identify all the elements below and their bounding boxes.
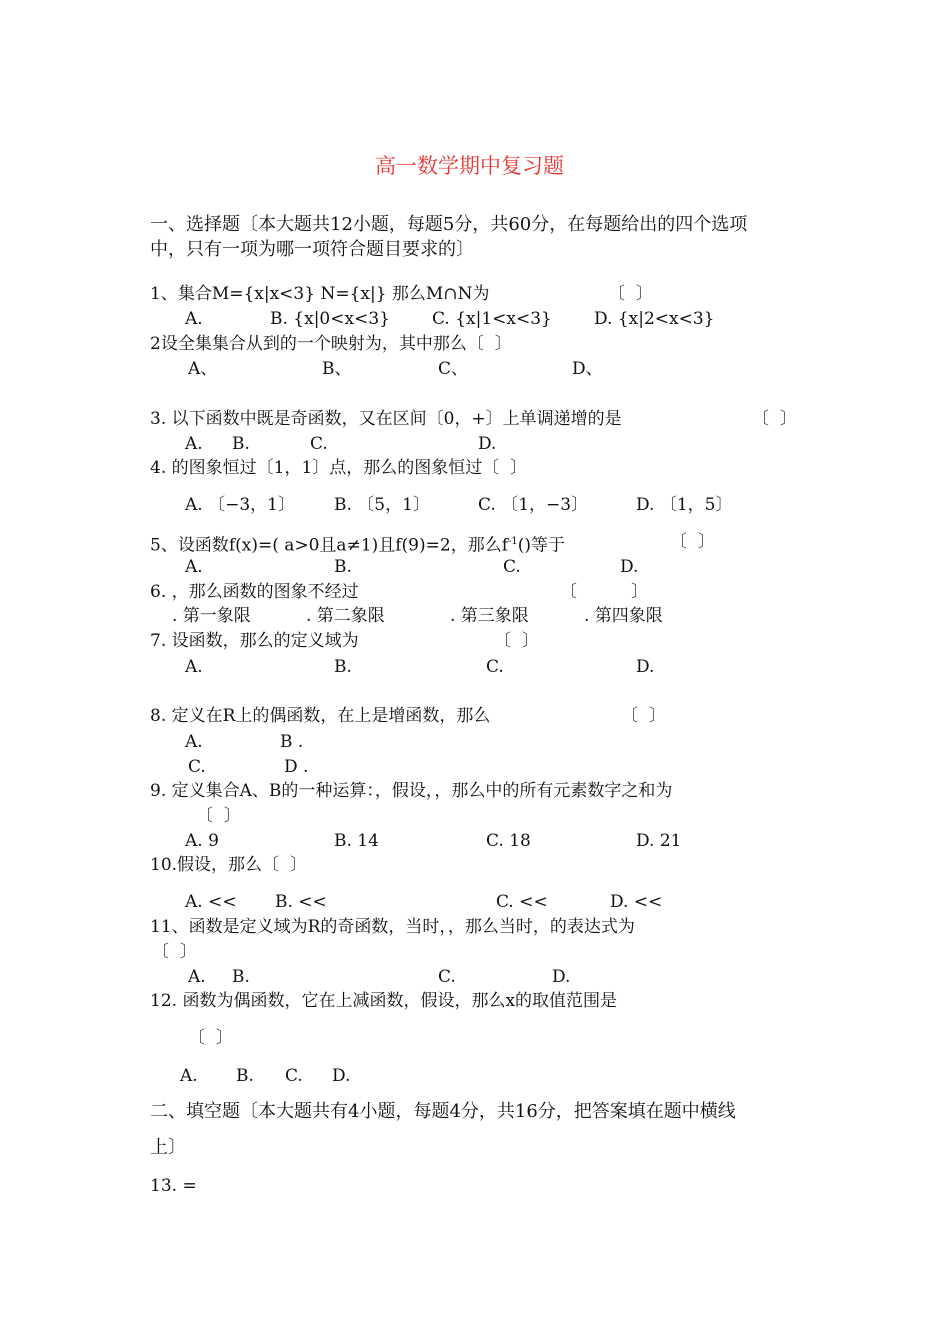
q1-option-b: B. {x|0<x<3}: [270, 309, 390, 329]
q5-stem-tail: ()等于: [517, 535, 566, 556]
q3-stem: 3. 以下函数中既是奇函数，又在区间〔0，+〕上单调递增的是: [150, 409, 622, 429]
q8-option-b: B .: [280, 732, 304, 752]
q7-option-a: A.: [185, 657, 203, 677]
q2-option-c: C、: [438, 359, 469, 379]
q8-stem: 8. 定义在R上的偶函数，在上是增函数，那么: [150, 706, 491, 726]
q4-option-d: D. 〔1，5〕: [636, 495, 733, 515]
q5-stem-text: 5、设函数f(x)=( a>0且a≠1)且f(9)=2，那么f: [150, 535, 508, 556]
q6-bracket: 〔 〕: [560, 582, 649, 602]
q4-option-b: B. 〔5，1〕: [334, 495, 430, 515]
q4-stem: 4. 的图象恒过〔1，1〕点，那么的图象恒过〔 〕: [150, 458, 528, 478]
q12-option-d: D.: [332, 1066, 351, 1086]
q12-option-a: A.: [180, 1066, 198, 1086]
q10-option-d: D. <<: [610, 892, 663, 912]
q11-stem: 11、函数是定义域为R的奇函数，当时，，那么当时，的表达式为: [150, 917, 635, 937]
q5-stem: [150, 532, 565, 556]
q3-option-c: C.: [310, 434, 328, 454]
q13-stem: 13. =: [150, 1176, 197, 1196]
q1-stem: 1、集合M={x|x<3} N={x|} 那么M∩N为: [150, 284, 490, 304]
q1-bracket: 〔 〕: [608, 284, 653, 304]
q1-option-d: D. {x|2<x<3}: [594, 309, 715, 329]
q11-option-c: C.: [438, 967, 456, 987]
q11-bracket: 〔 〕: [152, 942, 197, 962]
q11-option-a: A.: [188, 967, 206, 987]
q8-option-d: D .: [284, 757, 309, 777]
q7-option-d: D.: [636, 657, 655, 677]
q9-option-c: C. 18: [486, 831, 531, 851]
q5-option-a: A.: [185, 557, 203, 577]
q2-option-a: A、: [188, 359, 218, 379]
q10-option-a: A. <<: [185, 892, 237, 912]
q2-option-d: D、: [572, 359, 603, 379]
q7-option-b: B.: [334, 657, 352, 677]
q7-option-c: C.: [486, 657, 504, 677]
q3-option-b: B.: [232, 434, 250, 454]
q7-bracket: 〔 〕: [494, 631, 539, 651]
q12-stem: 12. 函数为偶函数，它在上减函数，假设，那么x的取值范围是: [150, 991, 618, 1011]
q2-stem: 2设全集集合从到的一个映射为，其中那么〔 〕: [150, 334, 512, 354]
q6-stem: 6. ，那么函数的图象不经过: [150, 582, 359, 602]
q11-option-d: D.: [552, 967, 571, 987]
q9-option-d: D. 21: [636, 831, 682, 851]
q6-option-d: . 第四象限: [584, 606, 663, 626]
q6-option-c: . 第三象限: [450, 606, 529, 626]
q10-stem: 10.假设，那么〔 〕: [150, 855, 307, 875]
q7-stem: 7. 设函数，那么的定义域为: [150, 631, 359, 651]
q10-option-c: C. <<: [496, 892, 548, 912]
page-title: 高一数学期中复习题: [375, 154, 564, 178]
q10-option-b: B. <<: [275, 892, 327, 912]
q9-option-b: B. 14: [334, 831, 379, 851]
q4-option-c: C. 〔1，−3〕: [478, 495, 589, 515]
q12-option-c: C.: [285, 1066, 303, 1086]
q5-option-b: B.: [334, 557, 352, 577]
section2-header-line2: 上〕: [150, 1137, 186, 1158]
q3-option-a: A.: [185, 434, 203, 454]
q5-bracket: 〔 〕: [670, 532, 715, 552]
q3-option-d: D.: [478, 434, 497, 454]
q6-option-b: . 第二象限: [306, 606, 385, 626]
q4-option-a: A. 〔−3，1〕: [185, 495, 295, 515]
section2-header-line1: 二、填空题〔本大题共有4小题，每题4分，共16分，把答案填在题中横线: [150, 1101, 736, 1122]
q9-option-a: A. 9: [185, 831, 219, 851]
q12-option-b: B.: [236, 1066, 254, 1086]
q12-bracket: 〔 〕: [188, 1028, 233, 1048]
q5-option-d: D.: [620, 557, 639, 577]
section1-header-line2: 中，只有一项为哪一项符合题目要求的〕: [150, 239, 474, 260]
section1-header-line1: 一、选择题〔本大题共12小题，每题5分，共60分，在每题给出的四个选项: [150, 214, 748, 235]
q8-option-c: C.: [188, 757, 206, 777]
q5-superscript: -1: [508, 536, 518, 547]
q5-option-c: C.: [503, 557, 521, 577]
q2-option-b: B、: [322, 359, 352, 379]
q9-stem: 9. 定义集合A、B的一种运算：，假设，，那么中的所有元素数字之和为: [150, 781, 673, 801]
q1-option-a: A.: [185, 309, 203, 329]
q3-bracket: 〔 〕: [752, 409, 797, 429]
q1-option-c: C. {x|1<x<3}: [432, 309, 552, 329]
q6-option-a: . 第一象限: [172, 606, 251, 626]
q8-option-a: A.: [185, 732, 203, 752]
q8-bracket: 〔 〕: [621, 706, 666, 726]
q11-option-b: B.: [232, 967, 250, 987]
q9-bracket: 〔 〕: [196, 806, 241, 826]
